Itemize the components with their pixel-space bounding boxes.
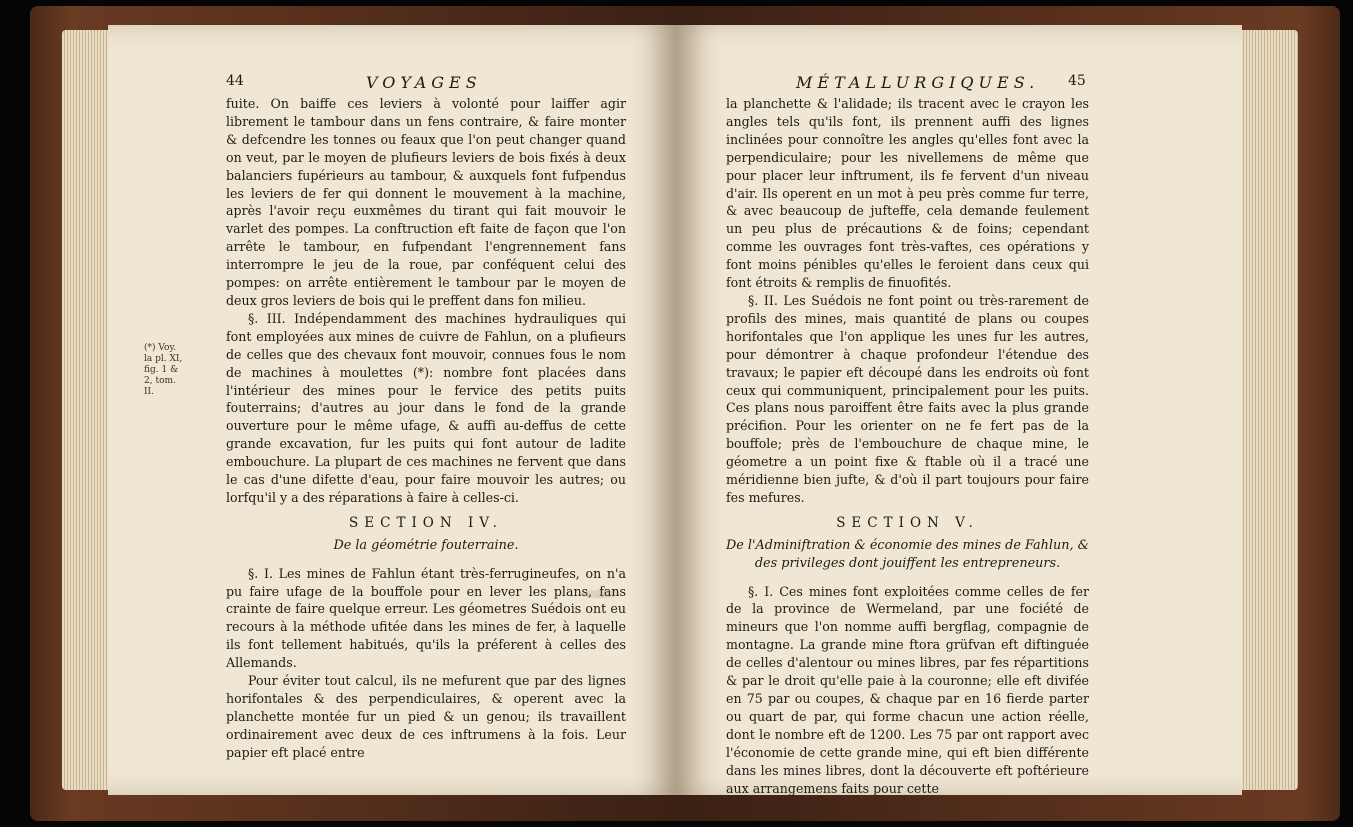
right-paragraph-s2: §. II. Les Suédois ne font point ou très-rarement de profils des mines, mais quantité de plans ou coupes horifontales que l'on applique les unes fur les autres, pour démontrer à chaque profondeur l'étendue des travaux; le papier eft découpé dans les endroits où font ceux qui communiquent, principalement pour les puits. Ces plans nous paroiffent être faits avec la plus grande précifion. Pour les orienter on ne fe fert pas de la bouffole; près de l'embouchure de chaque mine, le géometre a un point fixe & ftable où il a tracé une méridienne bien jufte, & d'où il part toujours pour faire fes mefures. [726, 292, 1089, 505]
right-page-body [726, 95, 1089, 795]
left-page-body [226, 95, 626, 762]
right-paragraph-continued: la planchette & l'alidade; ils tracent avec le crayon les angles tels qu'ils font, ils prennent auffi des lignes inclinées pour connoître les angles qu'elles font avec la perpendiculaire; pour les nivellemens de même que pour placer leur inftrument, ils fe fervent d'un niveau d'air. Ils operent en un mot à peu près comme fur terre, & avec beaucoup de jufteffe, cela demande feulement un peu plus de précautions & de foins; cependant comme les ouvrages font très-vaftes, ces opérations y font moins pénibles qu'elles le feroient dans ceux qui font étroits & remplis de finuofités. [726, 96, 1089, 291]
left-paragraph-continued: fuite. On baiffe ces leviers à volonté pour laiffer agir librement le tambour dans un fens contraire, & faire monter & defcendre les tonnes ou feaux que l'on peut changer quand on veut, par le moyen de plufieurs leviers de bois fixés à deux balanciers fupérieurs au tambour, & auxquels font fufpendus les leviers de fer qui donnent le mouvement à la machine, après l'avoir reçu euxmêmes du tirant qui fait mouvoir le varlet des pompes. La conftruction eft faite de façon que l'on arrête le tambour, en fufpendant l'engrennement fans interrompre le jeu de la roue, par conféquent celui des pompes: on arrête entièrement le tambour par le moyen de deux gros leviers de bois qui le preffent dans fon milieu. [226, 96, 626, 308]
left-paragraph-s1: §. I. Les mines de Fahlun étant très-ferrugineufes, on n'a pu faire ufage de la bouffole pour en lever les plans, fans crainte de faire quelque erreur. Les géometres Suédois ont eu recours à la méthode ufitée dans les mines de fer, à laquelle ils font tellement habitués, qu'ils la préferent à celles des Allemands. [226, 565, 626, 671]
right-paragraph-s1: §. I. Ces mines font exploitées comme celles de fer de la province de Wermeland, par une fociété de mineurs que l'on nomme auffi bergflag, compagnie de montagne. La grande mine ftora grüfvan eft diftinguée de celles d'alentour ou mines libres, par fes répartitions & par le droit qu'elle paie à la couronne; elle eft divifée en 75 par ou coupes, & chaque par en 16 fierde parter ou quart de par, qui forme chacun une action réelle, dont le nombre eft de 1200. Les 75 par ont rapport avec l'économie de cette grande mine, qui eft bien différente dans les mines libres, dont la découverte eft poftérieure aux arrangemens faits pour cette [726, 583, 1089, 795]
section-4-title: SECTION IV. [349, 514, 503, 531]
section-5-subtitle: De l'Adminiftration & économie des mines de Fahlun, & des privileges dont jouiffent les entrepreneurs. [726, 537, 1089, 571]
right-running-head: MÉTALLURGIQUES. [796, 73, 1040, 92]
left-paragraph-3: §. III. Indépendamment des machines hydrauliques qui font employées aux mines de cuivre de Fahlun, on a plufieurs de celles que des chevaux font mouvoir, connues fous le nom de machines à moulettes (*): nombre font placées dans l'intérieur des mines pour le fervice des petits puits fouterrains; d'autres au jour dans le fond de la grande ouverture pour le même ufage, & auffi au-deffus de cette grande excavation, fur les puits qui font autour de ladite embouchure. La plupart de ces machines ne fervent que dans le cas d'une difette d'eau, pour faire mouvoir les autres; ou lorfqu'il y a des réparations à faire à celles-ci. [226, 310, 626, 505]
right-page-edges [1238, 30, 1298, 790]
section-4-subtitle: De la géométrie fouterraine. [333, 537, 519, 553]
right-page [676, 25, 1242, 795]
ink-blot [580, 590, 620, 598]
left-page-number: 44 [226, 73, 244, 89]
left-page-edges [62, 30, 110, 790]
left-running-head: VOYAGES [366, 73, 482, 92]
left-paragraph-s2: Pour éviter tout calcul, ils ne mefurent que par des lignes horifontales & des perpendiculaires, & operent avec la planchette montée fur un pied & un genou; ils travaillent ordinairement avec deux de ces inftrumens à la fois. Leur papier eft placé entre [226, 673, 626, 760]
section-5-title: SECTION V. [836, 514, 979, 531]
margin-note: (*) Voy. la pl. XI, fig. 1 & 2, tom. II. [144, 343, 183, 397]
right-page-number: 45 [1068, 73, 1086, 89]
left-page [108, 25, 676, 795]
